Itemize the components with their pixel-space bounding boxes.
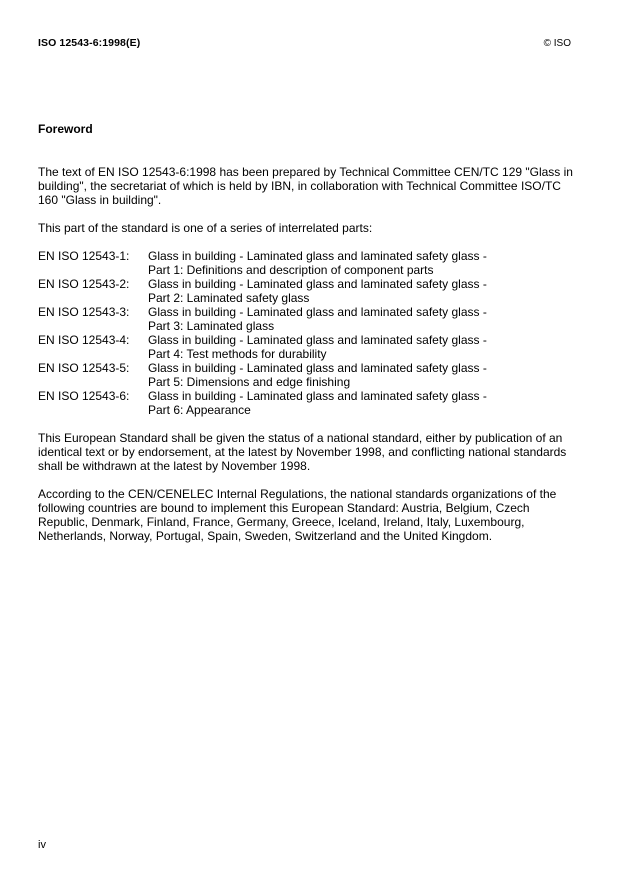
part-description-line2: Part 6: Appearance [148, 403, 251, 417]
parts-list [38, 249, 487, 417]
foreword-paragraph-4: According to the CEN/CENELEC Internal Regulations, the national standards organizations of the following countries are bound to implement this European Standard: Austria, Belgium, Czech Republic, Denmark, Finland, France, Germany, Greece, Iceland, Ireland, Italy, Luxembourg, Netherlands, Norway, Portugal, Spain, Sweden, Switzerland and the United Kingdom. [38, 487, 557, 543]
foreword-paragraph-3: This European Standard shall be given the status of a national standard, either by publication of an identical text or by endorsement, at the latest by November 1998, and conflicting national standards shall be withdrawn at the latest by November 1998. [38, 431, 567, 473]
part-code: EN ISO 12543-3: [38, 305, 130, 319]
parts-list-item [38, 333, 487, 361]
part-code: EN ISO 12543-2: [38, 277, 130, 291]
part-code: EN ISO 12543-1: [38, 249, 130, 263]
part-description-line2: Part 3: Laminated glass [148, 319, 275, 333]
part-description [148, 249, 487, 277]
part-description-line2: Part 4: Test methods for durability [148, 347, 327, 361]
part-description-line2: Part 2: Laminated safety glass [148, 291, 310, 305]
document-id: ISO 12543-6:1998(E) [38, 37, 141, 49]
part-code: EN ISO 12543-5: [38, 361, 130, 375]
part-description-line1: Glass in building - Laminated glass and laminated safety glass - [148, 389, 487, 403]
part-code: EN ISO 12543-6: [38, 389, 130, 403]
parts-list-item [38, 389, 487, 417]
part-description-line1: Glass in building - Laminated glass and laminated safety glass - [148, 361, 487, 375]
part-description-line1: Glass in building - Laminated glass and laminated safety glass - [148, 277, 487, 291]
part-description-line1: Glass in building - Laminated glass and laminated safety glass - [148, 333, 487, 347]
parts-list-item [38, 249, 487, 277]
part-description [148, 389, 487, 417]
part-description [148, 333, 487, 361]
foreword-heading: Foreword [38, 122, 93, 136]
part-description-line2: Part 1: Definitions and description of component parts [148, 263, 434, 277]
copyright-notice: © ISO [543, 38, 571, 49]
part-description-line1: Glass in building - Laminated glass and laminated safety glass - [148, 249, 487, 263]
parts-list-item [38, 361, 487, 389]
part-description [148, 277, 487, 305]
foreword-paragraph-2: This part of the standard is one of a series of interrelated parts: [38, 221, 373, 235]
foreword-paragraph-1: The text of EN ISO 12543-6:1998 has been prepared by Technical Committee CEN/TC 129 "Glass in building", the secretariat of which is held by IBN, in collaboration with Technical Committee ISO/TC 160 "Glass in building". [38, 165, 573, 207]
page-number: iv [38, 839, 46, 851]
part-description-line2: Part 5: Dimensions and edge finishing [148, 375, 351, 389]
part-code: EN ISO 12543-4: [38, 333, 130, 347]
parts-list-item [38, 277, 487, 305]
part-description [148, 305, 487, 333]
part-description-line1: Glass in building - Laminated glass and laminated safety glass - [148, 305, 487, 319]
part-description [148, 361, 487, 389]
parts-list-item [38, 305, 487, 333]
